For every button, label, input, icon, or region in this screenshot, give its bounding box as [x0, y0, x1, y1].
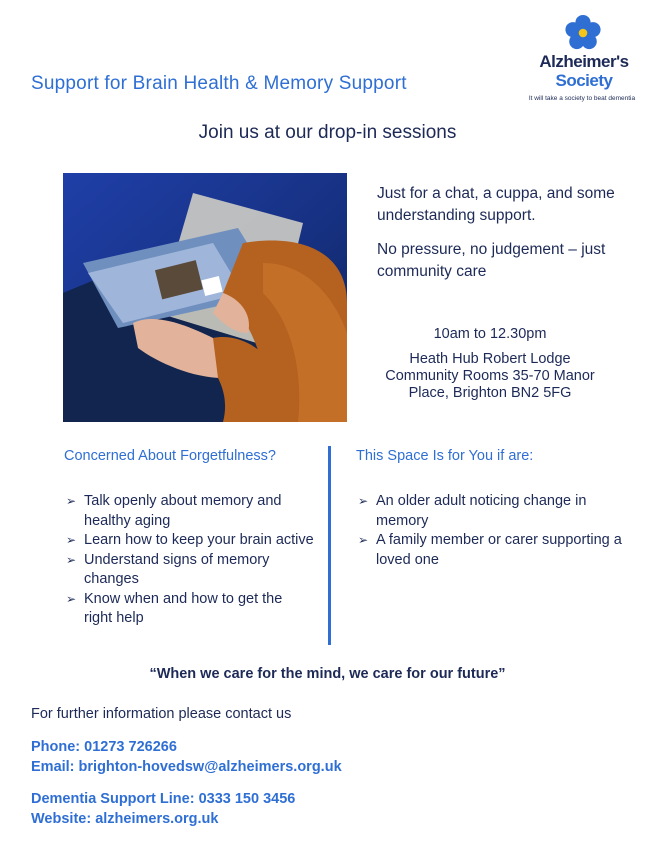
right-column-heading: This Space Is for You if are: — [356, 448, 534, 464]
list-item-text: Talk openly about memory and healthy aging — [84, 493, 282, 529]
list-item — [64, 531, 314, 551]
contact-intro: For further information please contact us — [31, 706, 292, 722]
hero-photo — [63, 173, 347, 422]
arrow-bullet-icon: ➢ — [358, 494, 369, 508]
session-details — [360, 326, 620, 402]
forget-me-not-flower-icon — [564, 14, 602, 52]
list-item-text: An older adult noticing change in memory — [376, 493, 587, 529]
list-item — [356, 531, 626, 570]
list-item-text: Understand signs of memory changes — [84, 551, 270, 587]
logo-text-line2: Society — [555, 71, 613, 90]
phone-number: Phone: 01273 726266 — [31, 739, 177, 755]
page-subtitle: Join us at our drop-in sessions — [198, 122, 457, 143]
left-column-heading: Concerned About Forgetfulness? — [64, 448, 276, 464]
session-location-line1: Heath Hub Robert Lodge — [409, 351, 571, 367]
intro-line1: Just for a chat, a cuppa, and some understanding support. — [377, 185, 615, 224]
website-link[interactable]: Website: alzheimers.org.uk — [31, 811, 219, 827]
list-item — [64, 492, 314, 531]
list-item-text: Learn how to keep your brain active — [84, 532, 314, 548]
arrow-bullet-icon: ➢ — [66, 533, 77, 547]
right-column — [356, 448, 626, 570]
logo-text-line1: Alzheimer's — [539, 52, 629, 71]
intro-line2: No pressure, no judgement – just community care — [377, 241, 606, 280]
alzheimers-society-logo — [518, 14, 646, 112]
column-divider — [328, 446, 331, 645]
list-item-text: A family member or carer supporting a loved one — [376, 532, 622, 568]
session-location-line2: Community Rooms 35-70 Manor — [385, 368, 595, 384]
arrow-bullet-icon: ➢ — [66, 494, 77, 508]
list-item-text: Know when and how to get the right help — [84, 590, 283, 626]
contact-block-primary — [31, 737, 342, 777]
list-item — [64, 590, 314, 629]
logo-tagline: It will take a society to beat dementia — [528, 95, 636, 102]
arrow-bullet-icon: ➢ — [358, 533, 369, 547]
right-column-list — [356, 492, 626, 570]
photo-illustration — [63, 173, 347, 422]
list-item — [356, 492, 626, 531]
left-column-list — [64, 492, 314, 629]
list-item — [64, 551, 314, 590]
contact-block-secondary — [31, 789, 295, 829]
intro-text — [377, 183, 627, 295]
session-location-line3: Place, Brighton BN2 5FG — [408, 385, 572, 401]
quote: “When we care for the mind, we care for our future” — [149, 666, 506, 682]
left-column — [64, 448, 314, 629]
email-link[interactable]: Email: brighton-hovedsw@alzheimers.org.uk — [31, 759, 342, 775]
arrow-bullet-icon: ➢ — [66, 552, 77, 567]
session-time: 10am to 12.30pm — [433, 326, 547, 342]
support-line: Dementia Support Line: 0333 150 3456 — [31, 791, 296, 807]
arrow-bullet-icon: ➢ — [66, 591, 77, 606]
page-title: Support for Brain Health & Memory Support — [31, 73, 407, 94]
